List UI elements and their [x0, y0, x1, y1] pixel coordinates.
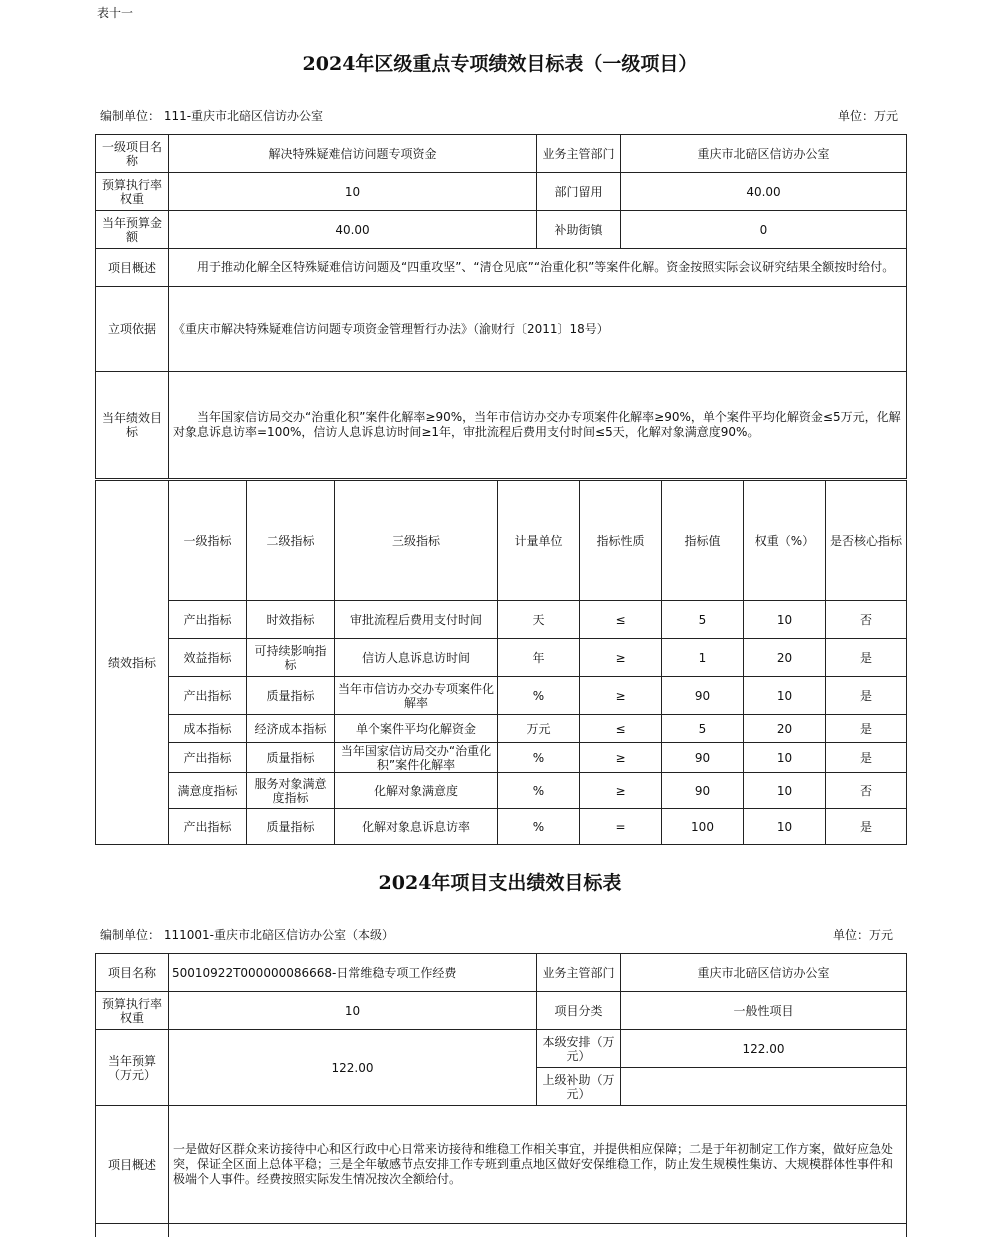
level2-cell: 质量指标 [247, 809, 335, 845]
header-cell: 三级指标 [335, 481, 498, 601]
budget-value: 40.00 [169, 211, 537, 249]
t2-category-value: 一般性项目 [621, 992, 907, 1030]
level3-cell: 当年市信访办交办专项案件化解率 [335, 677, 498, 715]
core-cell: 是 [826, 639, 907, 677]
weight-cell: 10 [744, 773, 826, 809]
table1-unit: 单位：万元 [838, 109, 899, 123]
unit-cell: 万元 [498, 715, 580, 743]
nature-cell: ≥ [580, 773, 662, 809]
perf-label: 绩效指标 [96, 481, 169, 845]
value-cell: 1 [662, 639, 744, 677]
table1-title: 2024年区级重点专项绩效目标表（一级项目） [302, 53, 698, 75]
t2-upper-label: 上级补助（万元） [537, 1068, 621, 1106]
nature-cell: ≥ [580, 743, 662, 773]
project-name-value: 解决特殊疑难信访问题专项资金 [169, 135, 537, 173]
value-cell: 5 [662, 601, 744, 639]
subsidy-label: 补助街镇 [537, 211, 621, 249]
level1-cell: 产出指标 [169, 743, 247, 773]
project-name-label: 一级项目名称 [96, 135, 169, 173]
level2-cell: 质量指标 [247, 677, 335, 715]
weight-cell: 10 [744, 809, 826, 845]
level3-cell: 化解对象满意度 [335, 773, 498, 809]
overview-text: 用于推动化解全区特殊疑难信访问题及“四重攻坚”、“清仓见底”“治重化积”等案件化解。资金按照实际会议研究结果全额按时给付。 [169, 249, 907, 287]
goal-label: 当年绩效目标 [96, 372, 169, 479]
weight-cell: 10 [744, 743, 826, 773]
budget-label: 当年预算金额 [96, 211, 169, 249]
level1-cell: 效益指标 [169, 639, 247, 677]
level3-cell: 当年国家信访局交办“治重化积”案件化解率 [335, 743, 498, 773]
retained-label: 部门留用 [537, 173, 621, 211]
goal-text: 当年国家信访局交办“治重化积”案件化解率≥90%，当年市信访办交办专项案件化解率≥90%，单个案件平均化解资金≤5万元，化解对象息诉息访率=100%，信访人息诉息访时间≥1年，审批流程后费用支付时间≤5天，化解对象满意度90%。 [169, 372, 907, 479]
t2-next-label [96, 1224, 169, 1237]
nature-cell: ≥ [580, 639, 662, 677]
level2-cell: 经济成本指标 [247, 715, 335, 743]
level3-cell: 单个案件平均化解资金 [335, 715, 498, 743]
basis-text: 《重庆市解决特殊疑难信访问题专项资金管理暂行办法》（渝财行〔2011〕18号） [169, 287, 907, 372]
t2-project-name-label: 项目名称 [96, 954, 169, 992]
t2-budget-value: 122.00 [169, 1030, 537, 1106]
indicator-row [96, 743, 907, 773]
unit-cell: 天 [498, 601, 580, 639]
t2-overview-text: 一是做好区群众来访接待中心和区行政中心日常来访接待和维稳工作相关事宜，并提供相应保障；二是于年初制定工作方案，做好应急处突，保证全区面上总体平稳；三是全年敏感节点安排工作专班到重点地区做好安保维稳工作，防止发生规模性集访、大规模群体性事件和极端个人事件。经费按照实际发生情况按次全额给付。 [169, 1106, 907, 1224]
t2-weight-value: 10 [169, 992, 537, 1030]
t2-overview-label: 项目概述 [96, 1106, 169, 1224]
weight-label: 预算执行率权重 [96, 173, 169, 211]
level1-cell: 产出指标 [169, 601, 247, 639]
unit-cell: % [498, 677, 580, 715]
core-cell: 是 [826, 743, 907, 773]
level3-cell: 化解对象息诉息访率 [335, 809, 498, 845]
level2-cell: 质量指标 [247, 743, 335, 773]
performance-indicator-table [95, 480, 907, 845]
core-cell: 是 [826, 809, 907, 845]
indicator-row [96, 639, 907, 677]
level1-cell: 产出指标 [169, 677, 247, 715]
header-cell: 指标性质 [580, 481, 662, 601]
t2-dept-label: 业务主管部门 [537, 954, 621, 992]
table1-top [95, 134, 907, 479]
corner-label: 表十一 [97, 6, 134, 20]
unit-cell: 年 [498, 639, 580, 677]
core-cell: 是 [826, 677, 907, 715]
overview-label: 项目概述 [96, 249, 169, 287]
nature-cell: ≥ [580, 677, 662, 715]
t2-category-label: 项目分类 [537, 992, 621, 1030]
retained-value: 40.00 [621, 173, 907, 211]
header-cell: 指标值 [662, 481, 744, 601]
unit-cell: % [498, 809, 580, 845]
value-cell: 100 [662, 809, 744, 845]
weight-cell: 20 [744, 715, 826, 743]
unit-cell: % [498, 773, 580, 809]
value-cell: 90 [662, 677, 744, 715]
header-cell: 是否核心指标 [826, 481, 907, 601]
value-cell: 90 [662, 743, 744, 773]
t2-local-label: 本级安排（万元） [537, 1030, 621, 1068]
level1-cell: 成本指标 [169, 715, 247, 743]
core-cell: 是 [826, 715, 907, 743]
nature-cell: ≤ [580, 715, 662, 743]
indicator-row [96, 773, 907, 809]
table2-unit: 单位：万元 [833, 928, 894, 942]
header-cell: 权重（%） [744, 481, 826, 601]
weight-cell: 10 [744, 601, 826, 639]
weight-cell: 10 [744, 677, 826, 715]
level1-cell: 产出指标 [169, 809, 247, 845]
core-cell: 否 [826, 773, 907, 809]
t2-budget-label: 当年预算（万元） [96, 1030, 169, 1106]
t2-dept-value: 重庆市北碚区信访办公室 [621, 954, 907, 992]
level3-cell: 审批流程后费用支付时间 [335, 601, 498, 639]
level3-cell: 信访人息诉息访时间 [335, 639, 498, 677]
t2-upper-value [621, 1068, 907, 1106]
weight-value: 10 [169, 173, 537, 211]
indicator-row [96, 715, 907, 743]
table2-title: 2024年项目支出绩效目标表 [378, 872, 622, 894]
weight-cell: 20 [744, 639, 826, 677]
level2-cell: 时效指标 [247, 601, 335, 639]
indicator-row [96, 677, 907, 715]
t2-next-text [169, 1224, 907, 1237]
table2-prep-unit: 编制单位： 111001-重庆市北碚区信访办公室（本级） [100, 928, 394, 942]
core-cell: 否 [826, 601, 907, 639]
indicator-row [96, 809, 907, 845]
header-cell: 一级指标 [169, 481, 247, 601]
header-cell: 二级指标 [247, 481, 335, 601]
value-cell: 90 [662, 773, 744, 809]
t2-local-value: 122.00 [621, 1030, 907, 1068]
t2-weight-label: 预算执行率权重 [96, 992, 169, 1030]
dept-value: 重庆市北碚区信访办公室 [621, 135, 907, 173]
level2-cell: 服务对象满意度指标 [247, 773, 335, 809]
header-cell: 计量单位 [498, 481, 580, 601]
level1-cell: 满意度指标 [169, 773, 247, 809]
indicator-row [96, 601, 907, 639]
unit-cell: % [498, 743, 580, 773]
value-cell: 5 [662, 715, 744, 743]
t2-project-name-value: 50010922T000000086668-日常维稳专项工作经费 [169, 954, 537, 992]
subsidy-value: 0 [621, 211, 907, 249]
nature-cell: = [580, 809, 662, 845]
table1-prep-unit: 编制单位： 111-重庆市北碚区信访办公室 [100, 109, 324, 123]
dept-label: 业务主管部门 [537, 135, 621, 173]
table2 [95, 953, 907, 1237]
nature-cell: ≤ [580, 601, 662, 639]
basis-label: 立项依据 [96, 287, 169, 372]
level2-cell: 可持续影响指标 [247, 639, 335, 677]
